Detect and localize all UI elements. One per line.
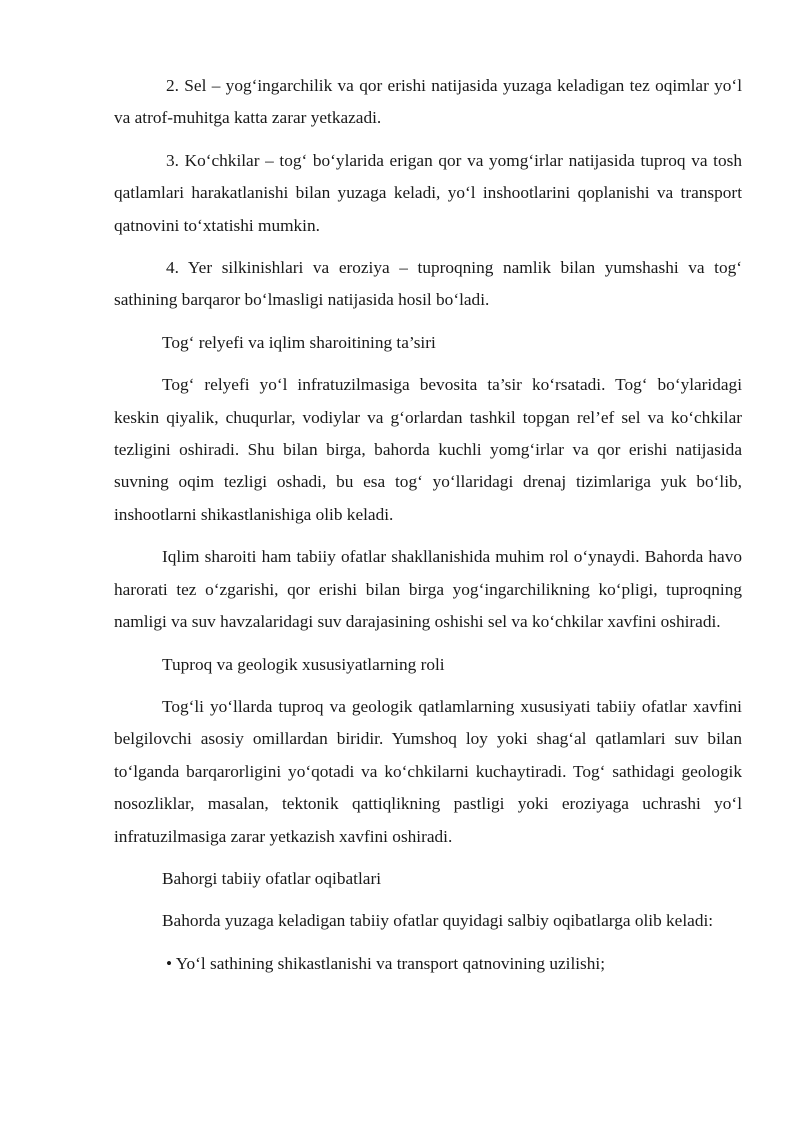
list-item-yer-silkinishlari: 4. Yer silkinishlari va eroziya – tuproqning namlik bilan yumshashi va tog‘ sathining barqaror bo‘lmasligi natijasida hosil bo‘ladi.	[114, 258, 742, 310]
section-heading-tuproq: Tuproq va geologik xususiyatlarning roli	[162, 654, 445, 674]
list-item-sel: 2. Sel – yog‘ingarchilik va qor erishi natijasida yuzaga keladigan tez oqimlar yo‘l va atrof-muhitga katta zarar yetkazadi.	[114, 76, 742, 128]
section-heading-oqibatlar: Bahorgi tabiiy ofatlar oqibatlari	[162, 868, 381, 888]
section-heading-relyef: Tog‘ relyefi va iqlim sharoitining ta’siri	[162, 332, 436, 352]
document-page	[114, 70, 742, 990]
paragraph-oqibatlar-intro: Bahorda yuzaga keladigan tabiiy ofatlar quyidagi salbiy oqibatlarga olib keladi:	[162, 911, 714, 931]
list-item-kochkilar: 3. Ko‘chkilar – tog‘ bo‘ylarida erigan qor va yomg‘irlar natijasida tuproq va tosh qatlamlari harakatlanishi bilan yuzaga keladi, yo‘l inshootlarini qoplanishi va transport qatnovini to‘xtatishi mumkin.	[114, 150, 742, 235]
bullet-item-yol-sathi: • Yo‘l sathining shikastlanishi va transport qatnovining uzilishi;	[166, 953, 606, 973]
paragraph-relyef: Tog‘ relyefi yo‘l infratuzilmasiga bevosita ta’sir ko‘rsatadi. Tog‘ bo‘ylaridagi keskin qiyalik, chuqurlar, vodiylar va g‘orlardan tashkil topgan rel’ef sel va ko‘chkilar tezligini oshiradi. Shu bilan birga, bahorda kuchli yomg‘irlar va qor erishi natijasida suvning oqim tezligi oshadi, bu esa tog‘ yo‘llaridagi drenaj tizimlariga yuk bo‘lib, inshootlarni shikastlanishiga olib keladi.	[114, 375, 742, 524]
paragraph-iqlim: Iqlim sharoiti ham tabiiy ofatlar shakllanishida muhim rol o‘ynaydi. Bahorda havo harorati tez o‘zgarishi, qor erishi bilan birga yog‘ingarchilikning ko‘pligi, tuproqning namligi va suv havzalaridagi suv darajasining oshishi sel va ko‘chkilar xavfini oshiradi.	[114, 547, 742, 632]
paragraph-tuproq: Tog‘li yo‘llarda tuproq va geologik qatlamlarning xususiyati tabiiy ofatlar xavfini belgilovchi asosiy omillardan biridir. Yumshoq loy yoki shag‘al qatlamlari suv bilan to‘lganda barqarorligini yo‘qotadi va ko‘chkilarni kuchaytiradi. Tog‘ sathidagi geologik nosozliklar, masalan, tektonik qattiqlikning pastligi yoki eroziyaga uchrashi yo‘l infratuzilmasiga zarar yetkazish xavfini oshiradi.	[114, 696, 742, 846]
